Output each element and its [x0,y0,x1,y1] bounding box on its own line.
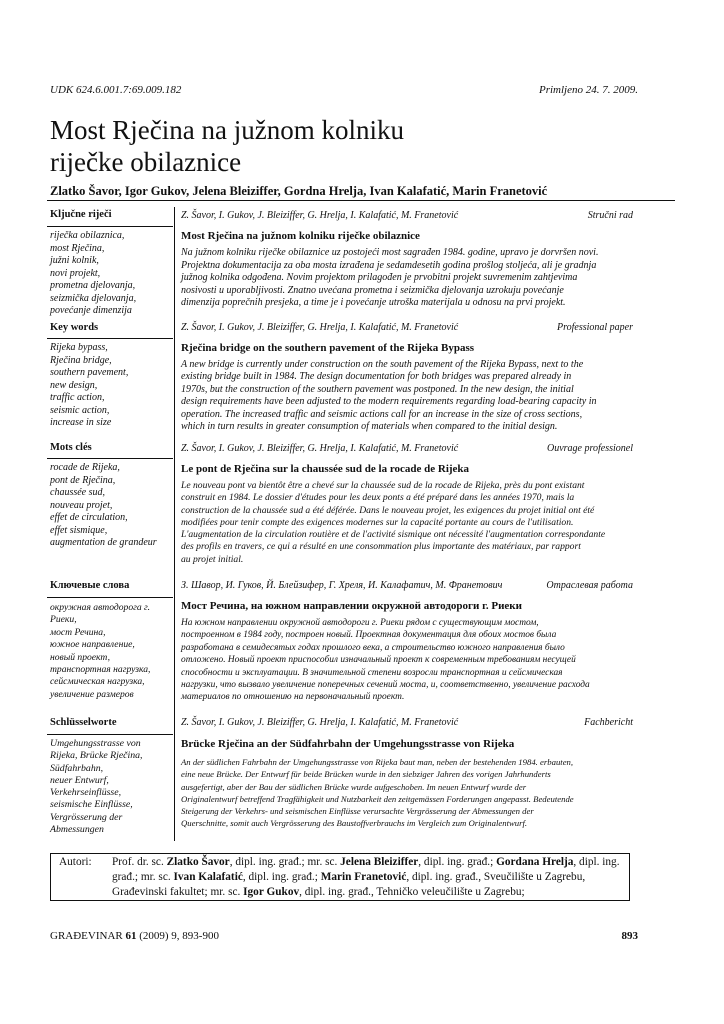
keyword: Umgehungsstrasse von [50,738,141,749]
section-authors: Z. Šavor, I. Gukov, J. Bleiziffer, G. Hrelja, I. Kalafatić, M. Franetović [181,443,459,454]
paper-category: Professional paper [556,322,633,333]
section-authors: Z. Šavor, I. Gukov, J. Bleiziffer, G. Hrelja, I. Kalafatić, M. Franetović [181,210,459,221]
abstract-line: Steigerung der Verkehrs- und seismischen Einflüsse verursachte Vergrösserung der Abmessungen der [181,806,534,817]
abstract-line: L'augmentation de la circulation routière et de l'activité sismique ont nécessité l'augmentation correspondante [181,529,606,541]
keyword: Südfahrbahn, [50,762,104,774]
keywords-list [50,738,174,836]
journal-name: GRAĐEVINAR [50,930,126,942]
keyword: pont de Rječina, [50,474,116,486]
abstract-line: au projet initial. [181,553,244,565]
keyword: Риеки, [50,614,77,626]
journal-issue: (2009) 9, 893-900 [136,930,219,942]
paper-category: Ouvrage professionel [546,443,633,454]
keyword: seismische Einflüsse, [50,799,133,811]
section-authors: З. Шавор, И. Гуков, Й. Блейзифер, Г. Хреля, И. Калафатич, М. Франетович [181,580,503,591]
keyword: Abmessungen [50,824,104,836]
keyword: новый проект, [50,651,110,663]
abstract-line: eine neue Brücke. Der Entwurf für beide Brücken wurde in den siebziger Jahren des vorigen Jahrhunderts [181,769,551,780]
keywords-heading: Ključne riječi [50,209,112,220]
keyword: сейсмическая нагрузка, [50,676,145,688]
abstract-line: Querschnitte, somit auch Vergrösserung des Baustoffverbrauchs im Vergleich zum Originalentwurf. [181,818,528,829]
abstract-line: построенном в 1984 году, построен новый. Проектная документация для обоих мостов была [181,630,557,641]
keyword: most Rječina, [50,242,105,254]
keywords-heading: Key words [50,322,99,333]
keyword: seizmička djelovanja, [50,292,137,304]
abstract-line: dimenzija poprečnih presjeka, a time je i povećanje utroška materijala u odnosu na prvi projekt. [181,297,566,309]
abstract-line: Le nouveau pont va bientôt être a chevé sur la chaussée sud de la rocade de Rijeka, près du pont existant [181,480,585,491]
section-authors: Z. Šavor, I. Gukov, J. Bleiziffer, G. Hrelja, I. Kalafatić, M. Franetović [181,322,459,333]
keywords-heading: Ключевые слова [50,580,130,591]
abstract-line: nosivosti u uporabljivosti. Znatno uvećana prometna i seizmička djelovanja uzrokuju povećanje [181,284,564,296]
abstract-line: operation. The increased traffic and seismic actions call for an increase in the size of cross sections, [181,408,583,420]
keyword: novi projekt, [50,267,101,279]
affiliation-text: , dipl. ing. građ.; [242,871,321,884]
abstract-line: отложено. Новый проект приспособил изначальный проект к современным требованиям несущей [181,655,576,666]
journal-volume: 61 [125,930,137,942]
keyword: southern pavement, [50,367,129,378]
section-abstract [181,247,639,310]
author-affiliation-box [50,853,630,901]
keyword: povećanje dimenzija [50,305,132,316]
abstract-line: which in turn results in greater consumption of materials when compared to the initial design. [181,421,558,433]
section-title: Most Rječina na južnom kolniku riječke obilaznice [181,230,420,242]
page-number: 893 [621,930,638,942]
keyword: effet de circulation, [50,512,128,523]
section-title: Brücke Rječina an der Südfahrbahn der Umgehungsstrasse von Rijeka [181,738,515,750]
keyword-rule [47,226,173,227]
abstract-line: An der südlichen Fahrbahn der Umgehungsstrasse von Rijeka baut man, neben der bestehenden 1984. erbauten, [181,757,574,767]
author-name: Zlatko Šavor [166,856,230,868]
article-title-line: Most Rječina na južnom kolniku [50,115,404,145]
section-abstract [181,617,639,704]
section-title: Мост Речина, на южном направлении окружной автодороги г. Риеки [181,600,522,612]
footer-citation [50,930,219,942]
affiliation-text: , dipl. ing. građ.; mr. sc. [229,856,341,868]
keyword-rule [47,734,173,735]
udk-code: UDK 624.6.001.7:69.009.182 [50,84,182,96]
article-title-line: riječke obilaznice [50,147,242,177]
author-name: Jelena Bleiziffer [340,856,419,868]
keywords-heading: Schlüsselworte [50,717,117,728]
keyword: seismic action, [50,404,110,416]
abstract-line: способности и эксплуатации. В значительной степени возросли транспортная и сейсмическая [181,667,563,678]
abstract-line: На южном направлении окружной автодороги г. Риеки рядом с существующим мостом, [181,618,539,628]
affiliation-text: Prof. dr. sc. [112,856,167,868]
keyword-rule [47,338,173,339]
section-abstract [181,480,639,566]
abstract-line: des profils en travers, ce qui a résulté en une consommation plus importante des matériaux, par rapport [181,541,581,553]
abstract-line: construit en 1984. Le dossier d'études pour les deux ponts a été préparé dans les années 1970, mais la [181,492,575,504]
keyword: chaussée sud, [50,487,105,498]
keywords-heading: Mots clés [50,442,92,453]
keyword: Vergrösserung der [50,811,123,823]
section-meta [181,322,633,333]
keyword-rule [47,597,173,598]
keyword: мост Речина, [50,626,106,638]
authors-line: Zlatko Šavor, Igor Gukov, Jelena Bleiziffer, Gordna Hrelja, Ivan Kalafatić, Marin Franetović [50,184,548,198]
affiliation-text: , dipl. ing. građ., Sveučilište u Zagrebu, Građevinski fakultet; mr. sc. [112,871,586,899]
section-title: Le pont de Rječina sur la chaussée sud de la rocade de Rijeka [181,463,470,475]
keyword: prometna djelovanja, [50,280,136,291]
keyword: Rijeka bypass, [50,342,108,353]
abstract-line: разработана в семидесятых годах прошлого века, а строительство южного направления было [181,642,565,653]
abstract-line: Originalentwurf betreffend Tragfähigkeit und Nutzbarkeit den zeitgemässen Forderungen angepasst. Bedeutende [181,793,574,804]
keyword: nouveau projet, [50,499,113,511]
top-rule [47,200,675,201]
keyword: neuer Entwurf, [50,774,109,786]
keywords-list [50,462,174,550]
article-title [50,114,610,178]
author-name: Ivan Kalafatić [173,871,243,884]
keyword: južni kolnik, [50,255,99,266]
abstract-line: нагрузки, что вызвало увеличение поперечных сечений моста, и, соответственно, увеличение расхода [181,680,590,691]
keyword: увеличение размеров [50,688,134,700]
column-divider [174,207,175,841]
keyword: транспортная нагрузка, [50,664,151,676]
keyword: effet sismique, [50,524,108,536]
affiliation-text: , dipl. ing. građ.; [418,856,497,868]
keyword: Verkehrseinflüsse, [50,787,122,799]
section-meta [181,580,633,591]
author-name: Marin Franetović [320,871,407,884]
keyword: new design, [50,379,98,391]
abstract-line: A new bridge is currently under construction on the south pavement of the Rijeka Bypass, next to the [181,359,584,370]
author-affiliations [112,855,624,901]
abstract-line: материалов по отношению на первоначальный проект. [181,692,405,703]
paper-category: Stručni rad [587,210,633,221]
keywords-list [50,602,174,701]
paper-category: Fachbericht [584,717,633,728]
abstract-line: modifiées pour tenir compte des exigences modernes sur la capacité portante au cours de l'utilisation. [181,516,574,528]
affiliation-text: , dipl. ing. građ., Tehničko veleučilište u Zagrebu; [299,886,525,899]
author-box-label: Autori: [59,856,92,868]
keyword: augmentation de grandeur [50,537,157,548]
abstract-line: Projektna dokumentacija za oba mosta izrađena je sedamdesetih godina prošlog stoljeća, ali je gradnja [181,259,597,271]
abstract-line: construction de la chaussée sud a été déférée. Dans le nouveau projet, les exigences du projet initial ont été [181,504,595,516]
keyword: increase in size [50,417,112,428]
keyword-rule [47,458,173,459]
keywords-list [50,342,174,430]
keywords-list [50,230,174,318]
keyword: rocade de Rijeka, [50,462,120,473]
section-title: Rječina bridge on the southern pavement of the Rijeka Bypass [181,342,475,354]
paper-category: Отраслевая работа [546,580,633,591]
section-meta [181,717,633,728]
received-date: Primljeno 24. 7. 2009. [539,84,638,96]
keyword: traffic action, [50,392,105,403]
section-meta [181,443,633,454]
keyword: riječka obilaznica, [50,230,125,241]
affiliation-text: , dipl. ing. građ.; mr. sc. [112,856,620,884]
abstract-line: 1970s, but the construction of the southern pavement was postponed. In the new design, the initial [181,383,574,395]
section-meta [181,210,633,221]
keyword: Rijeka, Brücke Rječina, [50,750,143,762]
keyword: южное направление, [50,639,135,651]
author-name: Igor Gukov [243,886,300,899]
author-name: Gordana Hrelja [496,856,574,868]
abstract-line: design requirements have been adjusted to the modern requirements regarding load-bearing capacity in [181,396,597,408]
keyword: Rječina bridge, [50,354,112,366]
abstract-line: južnog kolnika odgođena. Novim projektom prilagođen je prvobitni projekt suvremenim zahtjevima [181,272,578,284]
abstract-line: ausgefertigt, aber der Bau der südlichen Brücke wurde aufgeschoben. Im neuen Entwurf wurde der [181,781,527,792]
section-authors: Z. Šavor, I. Gukov, J. Bleiziffer, G. Hrelja, I. Kalafatić, M. Franetović [181,717,459,728]
abstract-line: existing bridge built in 1984. The design documentation for both bridges was prepared already in [181,371,572,383]
abstract-line: Na južnom kolniku riječke obilaznice uz postojeći most sagrađen 1984. godine, upravo je dorvršen novi. [181,247,599,258]
keyword: окружная автодорога г. [50,602,151,613]
section-abstract [181,756,639,830]
section-abstract [181,359,639,433]
